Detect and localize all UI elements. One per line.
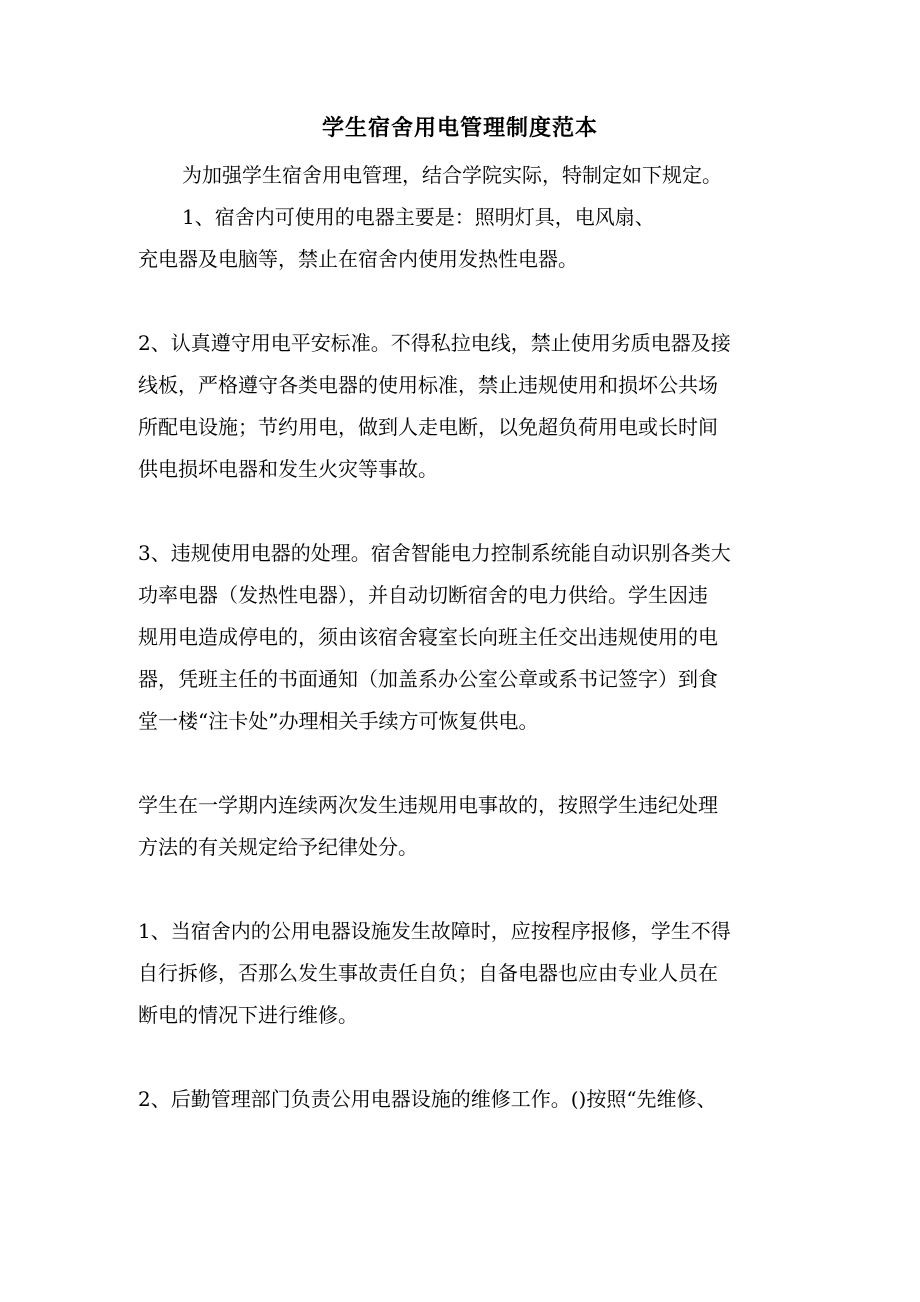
discipline-paragraph bbox=[138, 784, 788, 868]
text-line: 所配电设施；节约用电，做到人走电断，以免超负荷用电或长时间 bbox=[138, 415, 718, 439]
text-line: 1、宿舍内可使用的电器主要是：照明灯具，电风扇、 bbox=[182, 205, 655, 229]
text-line: 自行拆修，否那么发生事故责任自负；自备电器也应由专业人员在 bbox=[138, 961, 718, 985]
rule-3-paragraph bbox=[138, 532, 788, 742]
text-line: 学生在一学期内连续两次发生违规用电事故的，按照学生违纪处理 bbox=[138, 793, 718, 817]
text-line: 功率电器（发热性电器），并自动切断宿舍的电力供给。学生因违 bbox=[138, 583, 708, 607]
text-line: 2、后勤管理部门负责公用电器设施的维修工作。()按照“先维修、 bbox=[138, 1087, 717, 1111]
text-line: 3、违规使用电器的处理。宿舍智能电力控制系统能自动识别各类大 bbox=[138, 541, 731, 565]
text-line: 线板，严格遵守各类电器的使用标准，禁止违规使用和损坏公共场 bbox=[138, 373, 718, 397]
intro-paragraph bbox=[138, 154, 788, 196]
text-line: 方法的有关规定给予纪律处分。 bbox=[138, 835, 418, 859]
text-line: 1、当宿舍内的公用电器设施发生故障时，应按程序报修，学生不得 bbox=[138, 919, 731, 943]
text-line: 器，凭班主任的书面通知（加盖系办公室公章或系书记签字）到食 bbox=[138, 667, 718, 691]
text-line: 供电损坏电器和发生火灾等事故。 bbox=[138, 457, 438, 481]
text-line: 充电器及电脑等，禁止在宿舍内使用发热性电器。 bbox=[138, 247, 578, 271]
repair-rule-2-paragraph bbox=[138, 1078, 788, 1120]
repair-rule-1-paragraph bbox=[138, 910, 788, 1036]
rule-2-paragraph bbox=[138, 322, 788, 490]
document-title: 学生宿舍用电管理制度范本 bbox=[321, 115, 598, 141]
text-line: 断电的情况下进行维修。 bbox=[138, 1003, 358, 1027]
text-line: 2、认真遵守用电平安标准。不得私拉电线，禁止使用劣质电器及接 bbox=[138, 331, 731, 355]
rule-1-paragraph bbox=[138, 196, 788, 280]
text-line: 堂一楼“注卡处”办理相关手续方可恢复供电。 bbox=[138, 709, 539, 733]
text-line: 规用电造成停电的，须由该宿舍寝室长向班主任交出违规使用的电 bbox=[138, 625, 718, 649]
text-line: 为加强学生宿舍用电管理，结合学院实际，特制定如下规定。 bbox=[182, 163, 722, 187]
